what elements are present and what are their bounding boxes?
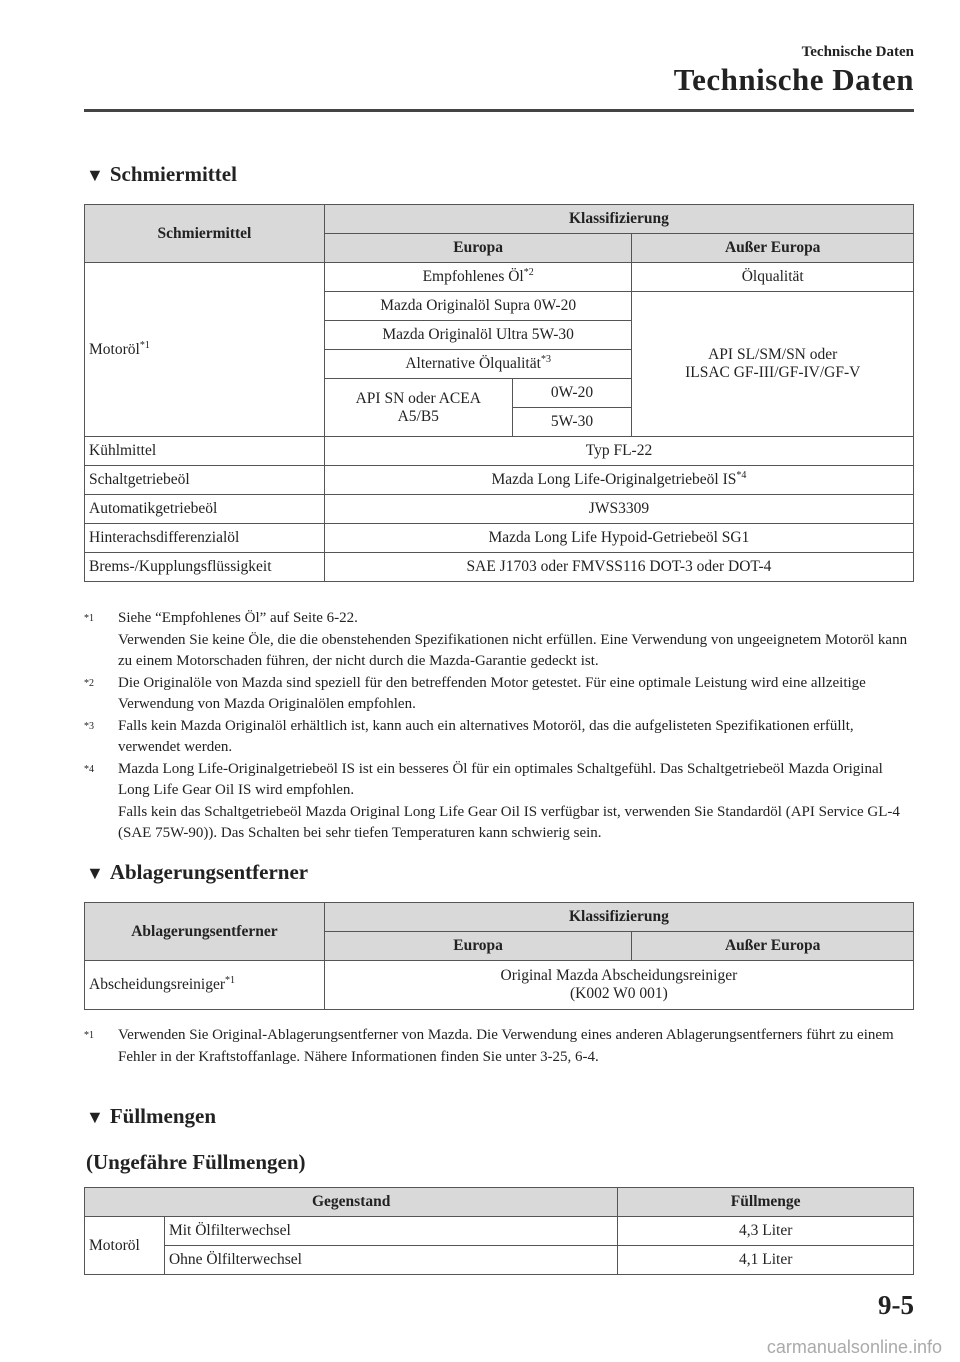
cell-api-standard: API SL/SM/SN oder ILSAC GF-III/GF-IV/GF-V — [632, 292, 914, 437]
row-label-schaltgetriebeoel: Schaltgetriebeöl — [85, 466, 325, 495]
col-header-classification: Klassifizierung — [324, 903, 913, 932]
footnote-3: *3 Falls kein Mazda Originalöl erhältlich ist, kann auch ein alternatives Motoröl, das die aufgelisteten Spezifikationen erfüllt, verwendet werden. — [84, 717, 854, 755]
col-header-outside-europe: Außer Europa — [632, 932, 914, 961]
cell-visc-5w30: 5W-30 — [512, 408, 632, 437]
row-label-bremsfluessigkeit: Brems-/Kupplungsflüssigkeit — [85, 553, 325, 582]
footnote-1: *1 Siehe “Empfohlenes Öl” auf Seite 6-22. Verwenden Sie keine Öle, die die obenstehenden Spezifikationen nicht erfüllen. Eine Verwendung von ungeeignetem Motoröl kann zu einem Motorschaden führen, der nicht durch die Mazda-Garantie gedeckt ist. — [84, 610, 908, 669]
watermark: carmanualsonline.info — [766, 1337, 942, 1357]
col-header-europe: Europa — [324, 932, 632, 961]
cell-with-filter: Mit Ölfilterwechsel — [164, 1217, 617, 1246]
cell-visc-0w20: 0W-20 — [512, 379, 632, 408]
section-heading-ablagerungsentferner: ▼ Ablagerungsentferner — [86, 860, 309, 884]
footnote-2: *2 Die Originalöle von Mazda sind speziell für den betreffenden Motor getestet. Für eine optimale Leistung wird eine allzeitige Verwendung von Mazda Originalölen empfohlen. — [84, 674, 866, 712]
cell-supra: Mazda Originalöl Supra 0W-20 — [324, 292, 632, 321]
col-header-lubricant: Schmiermittel — [85, 205, 325, 263]
row-label-hinterachs: Hinterachsdifferenzialöl — [85, 524, 325, 553]
row-label-motoroel: Motoröl$^{*1}$ — [85, 263, 325, 437]
running-header-title: Technische Daten — [673, 62, 914, 97]
subheading-approx-capacities: (Ungefähre Füllmengen) — [86, 1150, 306, 1174]
col-header-classification: Klassifizierung — [324, 205, 913, 234]
header-rule — [84, 109, 914, 112]
cell-alternative-quality: Alternative Ölqualität$^{*3}$ — [324, 350, 632, 379]
lubricant-table — [84, 204, 914, 582]
cell-abscheidungsreiniger-value: Original Mazda Abscheidungsreiniger (K002 W0 001) — [324, 961, 913, 1010]
row-label-automatikgetriebeoel: Automatikgetriebeöl — [85, 495, 325, 524]
row-label-abscheidungsreiniger: Abscheidungsreiniger$^{*1}$ — [85, 961, 325, 1010]
cell-bremsfluessigkeit-value: SAE J1703 oder FMVSS116 DOT-3 oder DOT-4 — [324, 553, 913, 582]
section-heading-fuellmengen: ▼ Füllmengen — [86, 1104, 216, 1128]
cell-oil-quality: Ölqualität — [632, 263, 914, 292]
cell-without-filter: Ohne Ölfilterwechsel — [164, 1246, 617, 1275]
triangle-bullet-icon: ▼ — [86, 1107, 104, 1127]
row-label-motoroel: Motoröl — [85, 1217, 165, 1275]
col-header-europe: Europa — [324, 234, 632, 263]
col-header-outside-europe: Außer Europa — [632, 234, 914, 263]
footnote-4: *4 Mazda Long Life-Originalgetriebeöl IS ist ein besseres Öl für ein optimales Schaltgefühl. Das Schaltgetriebeöl Mazda Original Long Life Gear Oil IS wird empfohlen. Falls kein das Schaltgetriebeöl Mazda Original Long Life Gear Oil IS verfügbar ist, verwenden Sie Standardöl (API Service GL-4 (SAE 75W-90)). Das Schalten bei sehr tiefen Temperaturen kann schwierig sein. — [84, 760, 900, 841]
col-header-item: Gegenstand — [85, 1188, 618, 1217]
cell-recommended-oil: Empfohlenes $Öl^{*2}$ — [324, 263, 632, 292]
col-header-remover: Ablagerungsentferner — [85, 903, 325, 961]
col-header-amount: Füllmenge — [618, 1188, 914, 1217]
cell-hinterachs-value: Mazda Long Life Hypoid-Getriebeöl SG1 — [324, 524, 913, 553]
row-label-kuehlmittel: Kühlmittel — [85, 437, 325, 466]
footnotes-schmiermittel — [84, 608, 916, 845]
capacities-table — [84, 1187, 914, 1275]
cell-kuehlmittel-value: Typ FL-22 — [324, 437, 913, 466]
footnote-1: *1 Verwenden Sie Original-Ablagerungsentferner von Mazda. Die Verwendung eines anderen Ablagerungsentferners führt zu einem Fehler in der Kraftstoffanlage. Nähere Informationen finden Sie unter 3-25, 6-4. — [84, 1027, 894, 1065]
deposit-remover-table — [84, 902, 914, 1010]
triangle-bullet-icon: ▼ — [86, 863, 104, 883]
cell-without-filter-amount: 4,1 Liter — [618, 1246, 914, 1275]
cell-automatikgetriebeoel-value: JWS3309 — [324, 495, 913, 524]
cell-api-acea: API SN oder ACEA A5/B5 — [324, 379, 512, 437]
cell-ultra: Mazda Originalöl Ultra 5W-30 — [324, 321, 632, 350]
triangle-bullet-icon: ▼ — [86, 165, 104, 185]
section-heading-schmiermittel: ▼ Schmiermittel — [86, 162, 237, 186]
page-number: 9-5 — [878, 1290, 914, 1320]
cell-with-filter-amount: 4,3 Liter — [618, 1217, 914, 1246]
cell-schaltgetriebeoel-value: Mazda Long Life-Originalgetriebeöl IS$^{*4}$ — [324, 466, 913, 495]
footnotes-ablagerungsentferner — [84, 1025, 916, 1068]
running-header-small: Technische Daten — [801, 44, 914, 60]
